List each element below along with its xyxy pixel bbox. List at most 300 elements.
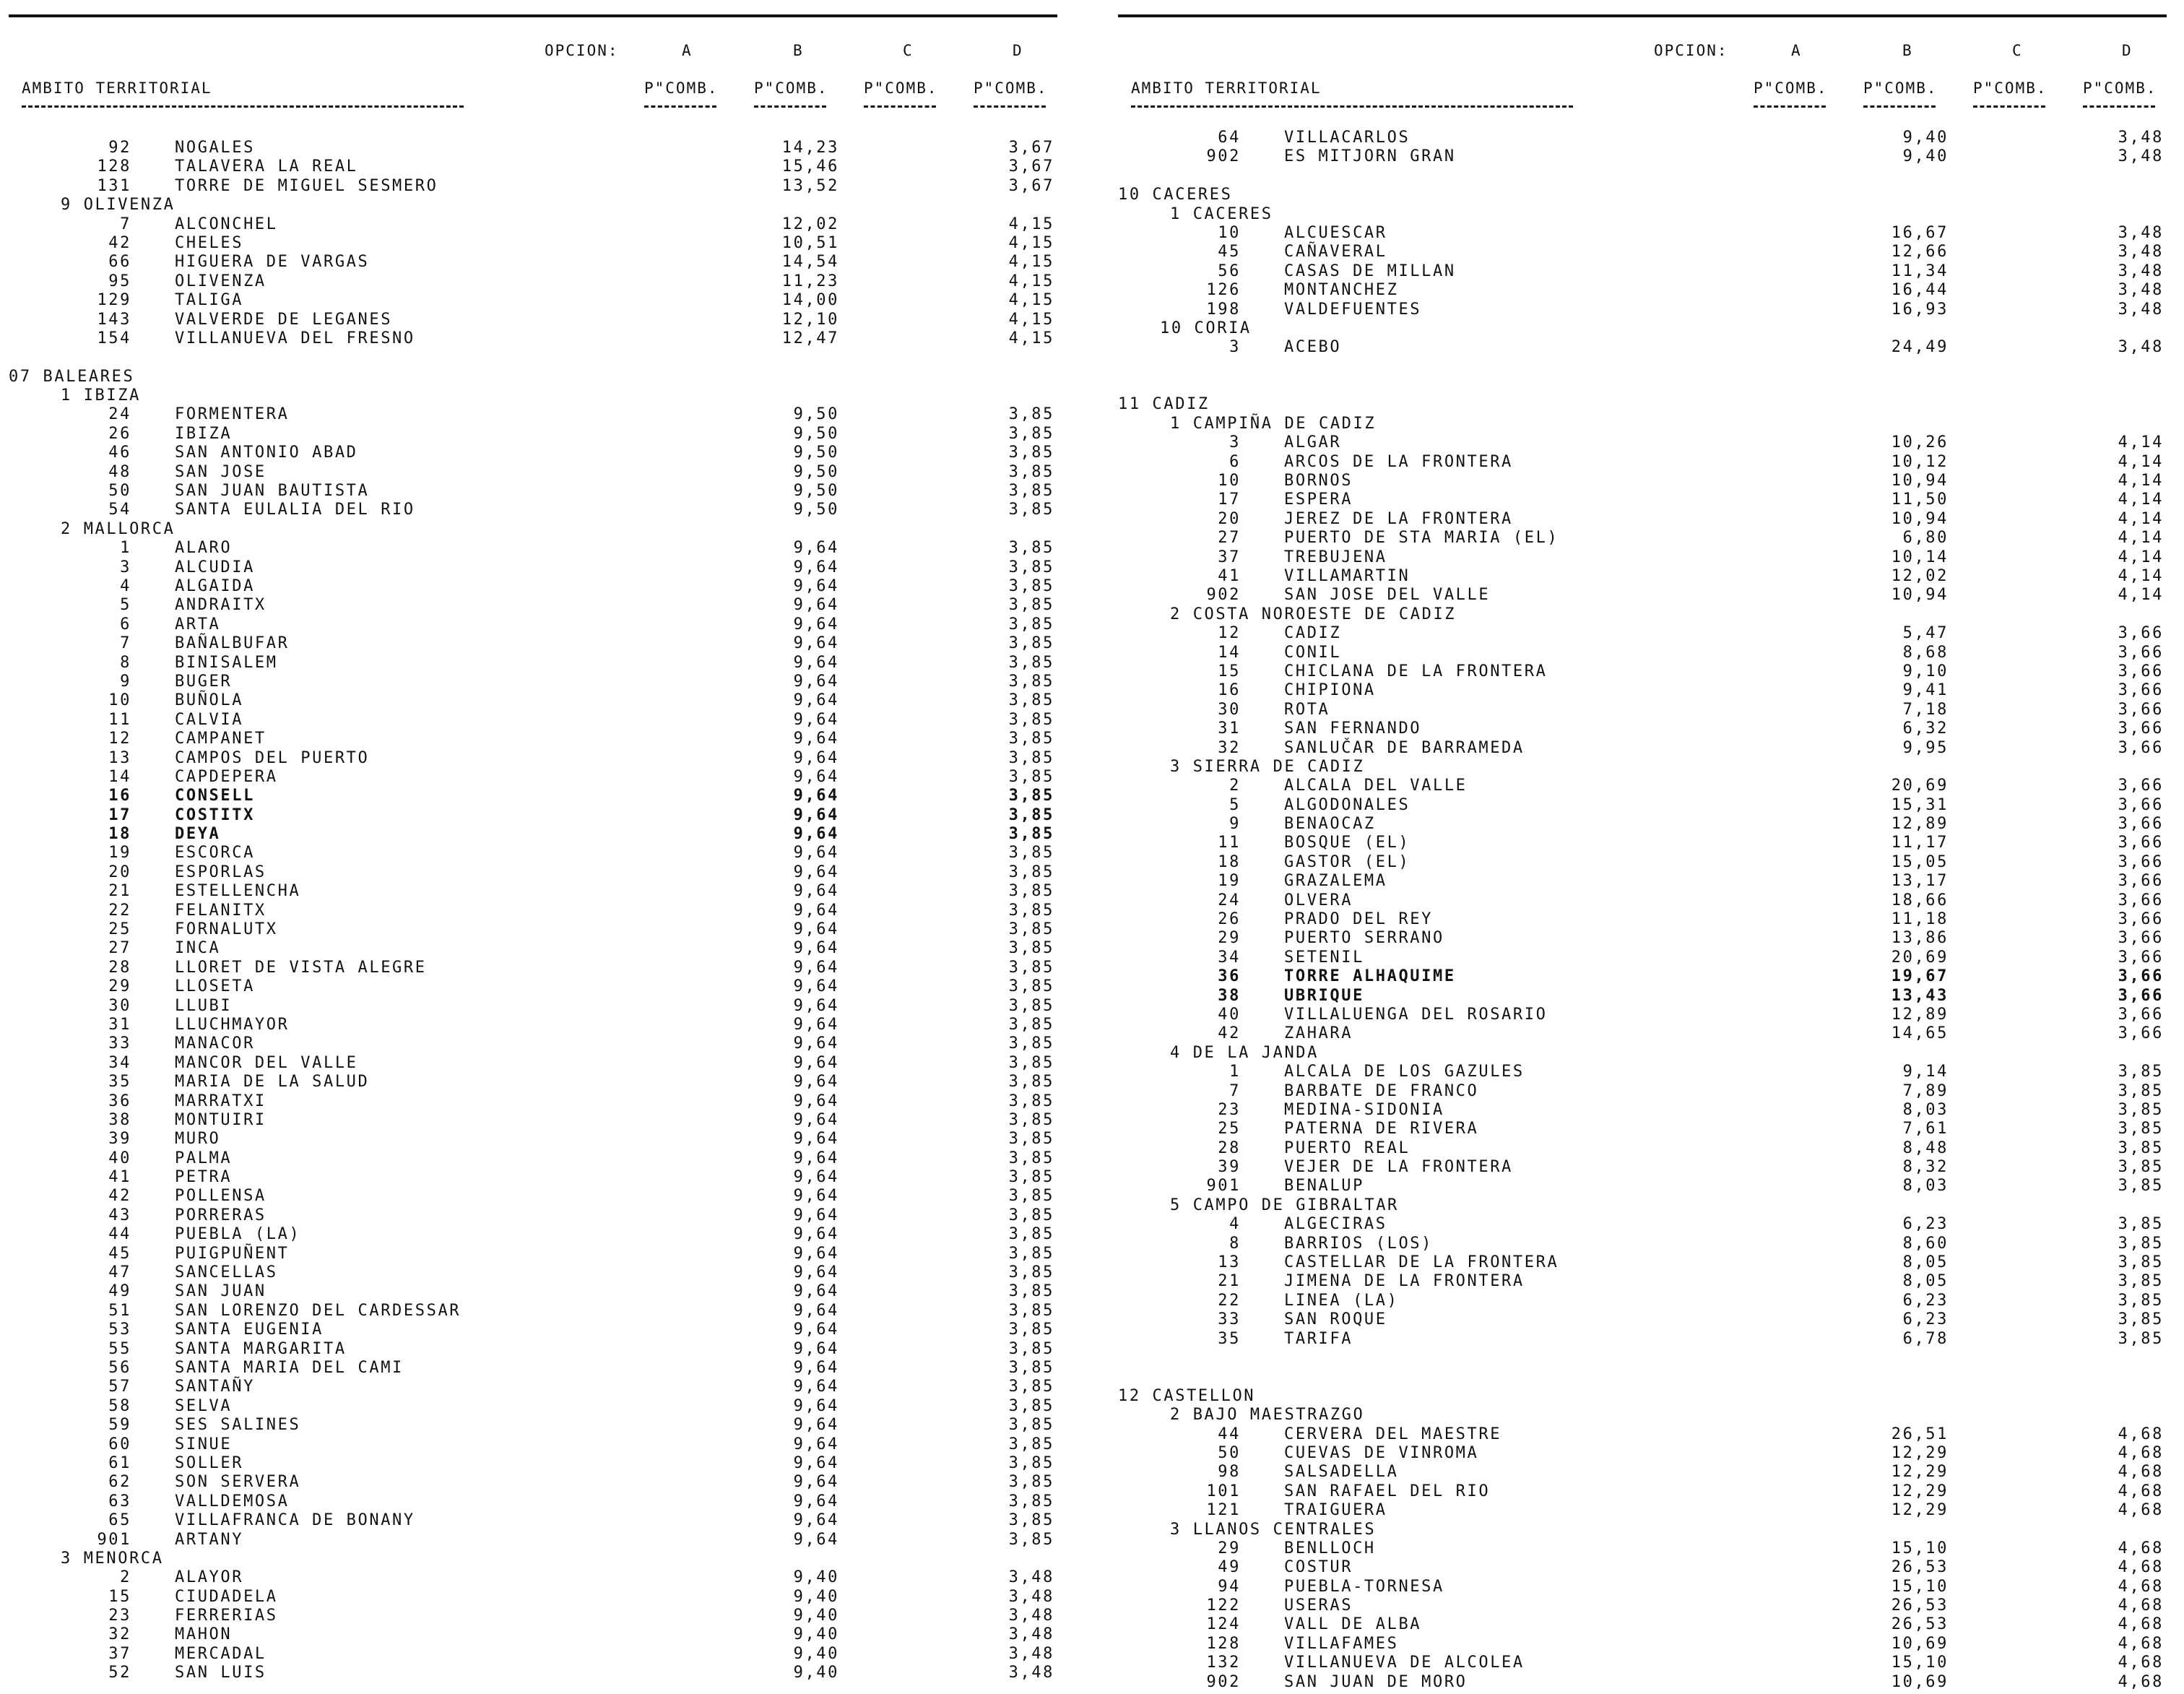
table-row xyxy=(9,863,1063,882)
option-d-value: 3,85 xyxy=(1008,653,1054,672)
comarca-heading-row xyxy=(1118,1521,2172,1539)
municipio-name: SANTA MARGARITA xyxy=(175,1339,347,1358)
option-d-value: 3,85 xyxy=(1008,1225,1054,1244)
table-row xyxy=(9,1092,1063,1111)
municipio-name: SELVA xyxy=(175,1396,233,1415)
option-d-value: 4,68 xyxy=(2118,1482,2164,1500)
municipio-code: 128 xyxy=(97,157,131,176)
municipio-name: CONIL xyxy=(1284,643,1342,662)
municipio-name: PUEBLA-TORNESA xyxy=(1284,1577,1444,1596)
option-d-value: 3,66 xyxy=(2118,872,2164,891)
table-row xyxy=(1118,1272,2172,1291)
option-b-value: 9,50 xyxy=(793,482,839,501)
table-row xyxy=(1118,929,2172,948)
comarca-heading: 1 CACERES xyxy=(1170,204,1273,223)
option-d-value: 3,85 xyxy=(1008,844,1054,863)
municipio-name: ACEBO xyxy=(1284,338,1342,357)
table-row xyxy=(9,691,1063,710)
municipio-name: ROTA xyxy=(1284,700,1330,719)
municipio-name: VILLAFRANCA DE BONANY xyxy=(175,1511,415,1530)
table-row xyxy=(9,311,1063,329)
comarca-heading: 9 OLIVENZA xyxy=(61,196,176,215)
option-d-value: 3,85 xyxy=(1008,501,1054,519)
option-d-value: 3,85 xyxy=(1008,1473,1054,1492)
municipio-name: ALAYOR xyxy=(175,1568,244,1587)
table-row xyxy=(9,1473,1063,1492)
table-row xyxy=(1118,301,2172,319)
table-row xyxy=(1118,1024,2172,1043)
municipio-name: JEREZ DE LA FRONTERA xyxy=(1284,509,1513,528)
municipio-code: 50 xyxy=(108,482,131,501)
option-b-value: 9,64 xyxy=(793,730,839,748)
municipio-code: 33 xyxy=(108,1034,131,1053)
option-b-value: 7,89 xyxy=(1902,1081,1949,1100)
municipio-code: 47 xyxy=(108,1263,131,1282)
table-row xyxy=(1118,815,2172,834)
table-row xyxy=(9,539,1063,558)
table-row xyxy=(9,596,1063,615)
municipio-name: VILLALUENGA DEL ROSARIO xyxy=(1284,1005,1548,1024)
option-b-value: 12,02 xyxy=(781,215,839,233)
municipio-code: 35 xyxy=(1218,1329,1241,1348)
municipio-code: 40 xyxy=(1218,1005,1241,1024)
option-b-value: 9,64 xyxy=(793,748,839,767)
option-b-value: 9,40 xyxy=(793,1568,839,1587)
municipio-name: VALDEFUENTES xyxy=(1284,300,1422,319)
municipio-code: 21 xyxy=(108,882,131,901)
table-row xyxy=(9,1492,1063,1511)
option-b-value: 26,53 xyxy=(1891,1596,1949,1615)
table-row xyxy=(1118,1310,2172,1329)
municipio-name: MONTANCHEZ xyxy=(1284,281,1399,300)
option-d-value: 3,85 xyxy=(1008,1263,1054,1282)
option-d-value: 3,85 xyxy=(1008,1416,1054,1435)
option-d-value: 3,66 xyxy=(2118,815,2164,834)
option-b-value: 9,40 xyxy=(793,1587,839,1606)
municipio-code: 32 xyxy=(108,1625,131,1644)
option-b-value: 9,50 xyxy=(793,405,839,424)
comarca-heading-row xyxy=(9,386,1063,405)
municipio-name: PRADO DEL REY xyxy=(1284,910,1433,929)
table-row xyxy=(1118,1063,2172,1081)
option-d-value: 3,48 xyxy=(1008,1644,1054,1663)
option-b-value: 9,50 xyxy=(793,462,839,481)
option-d-value: 3,85 xyxy=(1008,634,1054,653)
option-c-label: C xyxy=(903,42,914,59)
option-b-value: 15,10 xyxy=(1891,1577,1949,1596)
municipio-name: VALLDEMOSA xyxy=(175,1492,290,1511)
option-d-value: 3,85 xyxy=(1008,1034,1054,1053)
option-b-value: 9,40 xyxy=(793,1664,839,1682)
option-d-value: 3,85 xyxy=(2118,1291,2164,1310)
pcomb-b-heading: P"COMB. xyxy=(754,79,828,97)
option-b-value: 9,64 xyxy=(793,1034,839,1053)
option-d-value: 3,66 xyxy=(2118,777,2164,795)
municipio-name: CONSELL xyxy=(175,787,255,805)
option-d-value: 3,66 xyxy=(2118,624,2164,643)
municipio-name: SETENIL xyxy=(1284,948,1364,967)
option-d-value: 3,85 xyxy=(1008,1321,1054,1339)
table-row xyxy=(1118,433,2172,452)
municipio-name: TALAVERA LA REAL xyxy=(175,157,358,176)
municipio-name: FELANITX xyxy=(175,901,266,920)
municipio-code: 14 xyxy=(108,767,131,786)
table-row xyxy=(9,654,1063,673)
option-b-value: 9,64 xyxy=(793,596,839,615)
table-row xyxy=(9,825,1063,844)
municipio-name: SAN ANTONIO ABAD xyxy=(175,444,358,462)
col-c-underline xyxy=(864,105,936,108)
option-d-value: 4,15 xyxy=(1008,291,1054,310)
option-d-value: 4,68 xyxy=(2118,1443,2164,1462)
municipio-code: 63 xyxy=(108,1492,131,1511)
table-row xyxy=(9,1302,1063,1321)
table-row xyxy=(1118,129,2172,147)
municipio-name: CAPDEPERA xyxy=(175,767,278,786)
table-row xyxy=(9,997,1063,1016)
table-row xyxy=(1118,510,2172,529)
option-b-value: 11,23 xyxy=(781,272,839,290)
municipio-code: 902 xyxy=(1206,586,1241,605)
municipio-name: ARTANY xyxy=(175,1530,244,1549)
table-row xyxy=(1118,1235,2172,1253)
table-row xyxy=(9,1149,1063,1168)
municipio-name: PUERTO DE STA MARIA (EL) xyxy=(1284,529,1559,548)
option-b-value: 9,64 xyxy=(793,1473,839,1492)
option-d-value: 3,85 xyxy=(1008,1015,1054,1034)
municipio-code: 44 xyxy=(108,1225,131,1244)
table-row xyxy=(1118,1578,2172,1596)
municipio-name: USERAS xyxy=(1284,1596,1353,1615)
blank-row xyxy=(1118,358,2172,376)
table-row xyxy=(1118,1501,2172,1520)
municipio-name: ZAHARA xyxy=(1284,1024,1353,1043)
option-d-value: 3,85 xyxy=(1008,882,1054,901)
option-d-value: 3,48 xyxy=(2118,338,2164,357)
option-d-value: 4,14 xyxy=(2118,586,2164,605)
option-b-value: 14,54 xyxy=(781,253,839,272)
option-b-value: 9,64 xyxy=(793,1511,839,1530)
municipio-name: MARIA DE LA SALUD xyxy=(175,1073,370,1092)
table-row xyxy=(1118,338,2172,357)
table-row xyxy=(1118,1330,2172,1349)
municipio-code: 1 xyxy=(120,539,131,558)
table-row xyxy=(1118,910,2172,929)
blank-row xyxy=(1118,1367,2172,1386)
option-b-value: 11,18 xyxy=(1891,910,1949,929)
table-row xyxy=(1118,1292,2172,1310)
provincia-heading-row xyxy=(1118,186,2172,204)
option-d-value: 3,85 xyxy=(2118,1253,2164,1272)
municipio-code: 3 xyxy=(1229,433,1241,452)
municipio-code: 2 xyxy=(120,1568,131,1587)
municipio-name: SAN RAFAEL DEL RIO xyxy=(1284,1482,1491,1500)
option-b-value: 9,64 xyxy=(793,977,839,996)
option-d-value: 3,85 xyxy=(2118,1120,2164,1138)
municipio-name: BENLLOCH xyxy=(1284,1539,1376,1557)
option-b-value: 9,64 xyxy=(793,1492,839,1511)
table-row xyxy=(1118,853,2172,872)
option-b-value: 9,64 xyxy=(793,1339,839,1358)
municipio-code: 31 xyxy=(1218,719,1241,738)
municipio-name: DEYA xyxy=(175,825,221,844)
comarca-heading-row xyxy=(9,520,1063,539)
municipio-code: 40 xyxy=(108,1149,131,1167)
municipio-code: 30 xyxy=(1218,700,1241,719)
option-b-value: 9,64 xyxy=(793,1130,839,1149)
pcomb-b-heading: P"COMB. xyxy=(1863,79,1938,97)
municipio-code: 38 xyxy=(108,1110,131,1129)
option-b-value: 9,64 xyxy=(793,1149,839,1167)
municipio-name: CHICLANA DE LA FRONTERA xyxy=(1284,662,1548,680)
option-b-value: 9,64 xyxy=(793,920,839,939)
provincia-heading: 11 CADIZ xyxy=(1118,395,1210,414)
municipio-name: ARTA xyxy=(175,615,221,634)
option-d-value: 3,85 xyxy=(1008,1530,1054,1549)
option-d-value: 3,66 xyxy=(2118,681,2164,700)
option-d-value: 3,85 xyxy=(1008,1301,1054,1320)
municipio-name: PORRERAS xyxy=(175,1206,266,1224)
option-b-value: 10,94 xyxy=(1891,509,1949,528)
option-b-value: 9,64 xyxy=(793,1015,839,1034)
option-b-value: 9,95 xyxy=(1902,738,1949,757)
option-b-value: 16,44 xyxy=(1891,281,1949,300)
option-d-value: 4,68 xyxy=(2118,1596,2164,1615)
option-d-value: 3,85 xyxy=(1008,462,1054,481)
municipio-name: SAN JUAN DE MORO xyxy=(1284,1672,1468,1691)
comarca-heading: 5 CAMPO DE GIBRALTAR xyxy=(1170,1196,1399,1214)
option-b-value: 9,40 xyxy=(1902,147,1949,166)
option-b-value: 16,93 xyxy=(1891,300,1949,319)
municipio-code: 39 xyxy=(1218,1158,1241,1177)
municipio-code: 7 xyxy=(1229,1081,1241,1100)
option-b-value: 12,29 xyxy=(1891,1501,1949,1520)
option-b-value: 19,67 xyxy=(1891,967,1949,986)
table-row xyxy=(1118,1558,2172,1577)
municipio-code: 42 xyxy=(108,1187,131,1206)
pcomb-c-heading: P"COMB. xyxy=(1973,79,2048,97)
option-b-value: 9,64 xyxy=(793,1187,839,1206)
option-b-value: 9,64 xyxy=(793,1073,839,1092)
table-row xyxy=(9,1435,1063,1454)
option-d-value: 3,48 xyxy=(2118,223,2164,242)
option-d-value: 3,85 xyxy=(1008,901,1054,920)
option-d-value: 4,15 xyxy=(1008,329,1054,347)
option-d-value: 3,48 xyxy=(1008,1664,1054,1682)
municipio-name: ALGAIDA xyxy=(175,576,255,595)
table-row xyxy=(1118,1654,2172,1672)
table-row xyxy=(9,768,1063,787)
option-b-value: 12,66 xyxy=(1891,243,1949,262)
municipio-code: 27 xyxy=(1218,529,1241,548)
municipio-name: PUIGPUÑENT xyxy=(175,1244,290,1263)
option-d-value: 3,85 xyxy=(1008,1053,1054,1072)
municipio-code: 57 xyxy=(108,1378,131,1396)
municipio-name: CADIZ xyxy=(1284,624,1342,643)
municipio-code: 52 xyxy=(108,1664,131,1682)
municipio-name: BUGER xyxy=(175,672,233,691)
option-d-value: 4,68 xyxy=(2118,1425,2164,1443)
municipio-name: PUEBLA (LA) xyxy=(175,1225,301,1244)
municipio-name: LLUCHMAYOR xyxy=(175,1015,290,1034)
municipio-name: VILLANUEVA DE ALCOLEA xyxy=(1284,1654,1525,1672)
pcomb-d-heading: P"COMB. xyxy=(974,79,1048,97)
municipio-code: 901 xyxy=(97,1530,131,1549)
option-d-value: 3,85 xyxy=(1008,1244,1054,1263)
municipio-name: LLUBI xyxy=(175,996,233,1015)
option-b-value: 6,23 xyxy=(1902,1215,1949,1234)
table-row xyxy=(9,673,1063,691)
municipio-code: 31 xyxy=(108,1015,131,1034)
table-row xyxy=(9,1206,1063,1225)
option-b-value: 9,64 xyxy=(793,1301,839,1320)
col-b-underline xyxy=(1863,105,1936,108)
table-row xyxy=(9,291,1063,310)
option-b-value: 6,23 xyxy=(1902,1310,1949,1329)
option-b-value: 9,41 xyxy=(1902,681,1949,700)
option-b-value: 11,34 xyxy=(1891,262,1949,280)
data-table xyxy=(9,139,1063,1683)
option-b-value: 9,64 xyxy=(793,882,839,901)
municipio-code: 7 xyxy=(120,634,131,653)
option-b-value: 9,50 xyxy=(793,501,839,519)
municipio-name: FERRERIAS xyxy=(175,1607,278,1625)
ambito-territorial-heading: AMBITO TERRITORIAL xyxy=(1131,79,1322,97)
comarca-heading: 2 COSTA NOROESTE DE CADIZ xyxy=(1170,605,1457,623)
municipio-code: 41 xyxy=(1218,566,1241,585)
option-b-value: 24,49 xyxy=(1891,338,1949,357)
comarca-heading: 10 CORIA xyxy=(1160,319,1252,337)
option-b-value: 12,02 xyxy=(1891,566,1949,585)
heading-underline xyxy=(1131,105,1573,108)
option-b-value: 9,64 xyxy=(793,1053,839,1072)
option-d-value: 4,68 xyxy=(2118,1654,2164,1672)
table-row xyxy=(1118,891,2172,910)
municipio-code: 6 xyxy=(1229,452,1241,471)
municipio-name: SANCELLAS xyxy=(175,1263,278,1282)
comarca-heading-row xyxy=(1118,1406,2172,1425)
col-d-underline xyxy=(974,105,1046,108)
option-b-value: 9,64 xyxy=(793,958,839,977)
municipio-name: NOGALES xyxy=(175,139,255,157)
option-d-value: 3,48 xyxy=(2118,243,2164,262)
table-row xyxy=(9,1187,1063,1206)
table-row xyxy=(1118,624,2172,643)
comarca-heading: 3 MENORCA xyxy=(61,1549,164,1568)
municipio-code: 28 xyxy=(1218,1138,1241,1157)
option-d-value: 3,66 xyxy=(2118,986,2164,1005)
comarca-heading: 1 CAMPIÑA DE CADIZ xyxy=(1170,414,1377,433)
table-row xyxy=(9,1378,1063,1396)
municipio-name: PALMA xyxy=(175,1149,233,1167)
option-b-value: 9,64 xyxy=(793,901,839,920)
municipio-code: 38 xyxy=(1218,986,1241,1005)
municipio-name: SAN ROQUE xyxy=(1284,1310,1387,1329)
option-d-value: 3,85 xyxy=(1008,1435,1054,1453)
table-row xyxy=(1118,1215,2172,1234)
option-d-value: 3,85 xyxy=(1008,787,1054,805)
table-row xyxy=(9,1588,1063,1607)
municipio-code: 56 xyxy=(108,1359,131,1377)
comarca-heading: 2 MALLORCA xyxy=(61,519,176,538)
option-d-value: 3,66 xyxy=(2118,1024,2164,1043)
municipio-code: 30 xyxy=(108,996,131,1015)
table-row xyxy=(9,1111,1063,1130)
municipio-name: MURO xyxy=(175,1130,221,1149)
table-row xyxy=(9,234,1063,253)
municipio-code: 11 xyxy=(108,710,131,729)
municipio-code: 95 xyxy=(108,272,131,290)
blank-row xyxy=(1118,167,2172,186)
comarca-heading-row xyxy=(1118,319,2172,338)
municipio-code: 22 xyxy=(108,901,131,920)
pcomb-a-heading: P"COMB. xyxy=(644,79,719,97)
blank-row xyxy=(9,348,1063,367)
municipio-name: CAMPOS DEL PUERTO xyxy=(175,748,370,767)
municipio-code: 49 xyxy=(108,1282,131,1301)
option-d-value: 3,67 xyxy=(1008,157,1054,176)
option-d-value: 4,14 xyxy=(2118,452,2164,471)
table-row xyxy=(1118,224,2172,243)
municipio-code: 902 xyxy=(1206,147,1241,166)
municipio-code: 902 xyxy=(1206,1672,1241,1691)
option-d-value: 3,66 xyxy=(2118,795,2164,814)
municipio-name: CAMPANET xyxy=(175,730,266,748)
municipio-name: BOSQUE (EL) xyxy=(1284,834,1410,852)
option-b-value: 20,69 xyxy=(1891,948,1949,967)
municipio-name: PUERTO SERRANO xyxy=(1284,929,1444,948)
option-b-value: 9,64 xyxy=(793,767,839,786)
option-b-value: 12,10 xyxy=(781,310,839,329)
table-row xyxy=(9,730,1063,748)
option-b-value: 9,64 xyxy=(793,1530,839,1549)
municipio-code: 7 xyxy=(120,215,131,233)
municipio-code: 29 xyxy=(108,977,131,996)
option-d-value: 3,85 xyxy=(1008,767,1054,786)
option-b-value: 14,65 xyxy=(1891,1024,1949,1043)
municipio-code: 23 xyxy=(108,1607,131,1625)
comarca-heading: 2 BAJO MAESTRAZGO xyxy=(1170,1406,1365,1425)
municipio-code: 36 xyxy=(108,1092,131,1110)
opcion-label: OPCION: xyxy=(545,42,619,59)
table-row xyxy=(1118,1101,2172,1120)
municipio-code: 39 xyxy=(108,1130,131,1149)
municipio-code: 66 xyxy=(108,253,131,272)
option-d-value: 3,85 xyxy=(1008,920,1054,939)
municipio-code: 54 xyxy=(108,501,131,519)
option-b-value: 15,10 xyxy=(1891,1654,1949,1672)
municipio-code: 15 xyxy=(1218,662,1241,680)
table-row xyxy=(9,634,1063,653)
municipio-code: 29 xyxy=(1218,1539,1241,1557)
option-b-value: 7,18 xyxy=(1902,700,1949,719)
municipio-name: SAN JOSE DEL VALLE xyxy=(1284,586,1491,605)
table-row xyxy=(9,444,1063,462)
option-b-value: 12,29 xyxy=(1891,1463,1949,1482)
option-b-value: 9,64 xyxy=(793,1359,839,1377)
option-b-label: B xyxy=(793,42,804,59)
municipio-name: SAN JOSE xyxy=(175,462,266,481)
municipio-code: 33 xyxy=(1218,1310,1241,1329)
municipio-code: 129 xyxy=(97,291,131,310)
municipio-name: BENALUP xyxy=(1284,1177,1364,1196)
municipio-code: 49 xyxy=(1218,1558,1241,1577)
table-row xyxy=(9,1321,1063,1339)
municipio-name: BARBATE DE FRANCO xyxy=(1284,1081,1479,1100)
option-d-value: 3,85 xyxy=(1008,596,1054,615)
municipio-code: 132 xyxy=(1206,1654,1241,1672)
table-row xyxy=(9,1168,1063,1187)
